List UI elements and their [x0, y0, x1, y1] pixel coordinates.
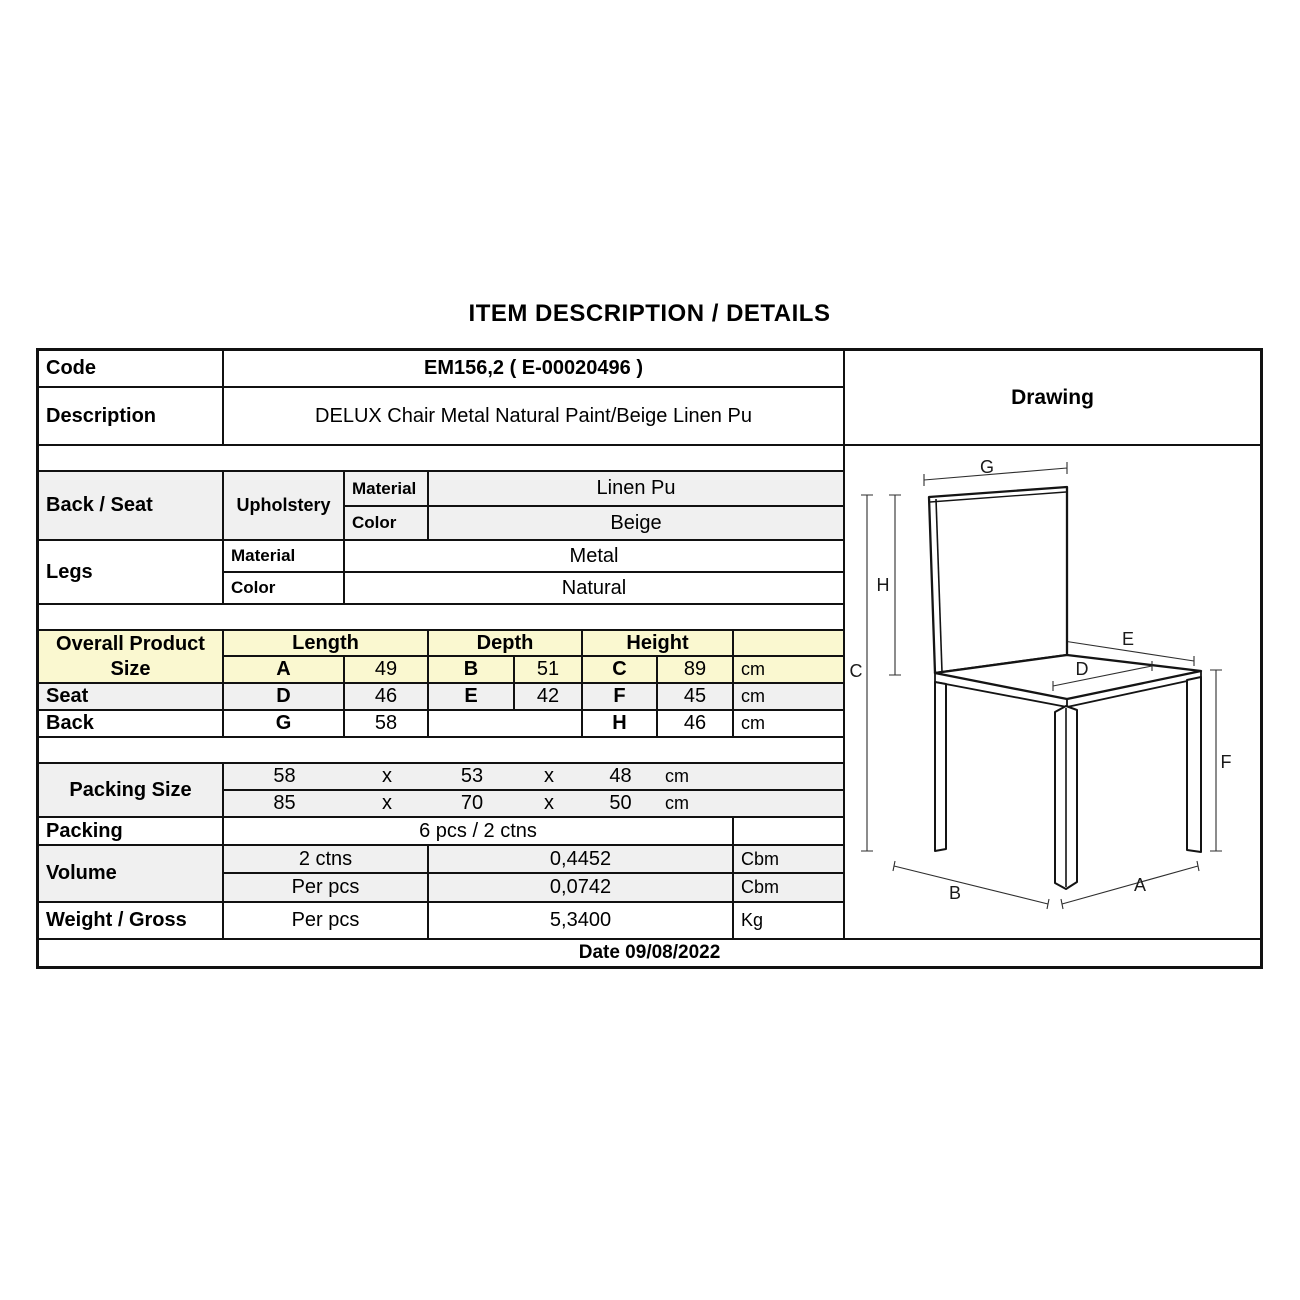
legs-material-label: Material: [224, 541, 345, 571]
weight-label: Weight / Gross: [39, 903, 224, 938]
spec-sheet: [36, 348, 1263, 969]
volume2-qty: Per pcs: [224, 874, 429, 901]
row-volume: [39, 846, 843, 903]
volume-row-2: [224, 874, 843, 901]
size-overall-row: [224, 657, 843, 682]
volume2-unit: Cbm: [741, 877, 780, 897]
depth-header: Depth: [429, 631, 583, 655]
description-value: DELUX Chair Metal Natural Paint/Beige Linen Pu: [315, 404, 752, 427]
material-label: Material: [345, 472, 429, 505]
volume1-qty: 2 ctns: [224, 846, 429, 872]
packing-size-label: Packing Size: [39, 764, 224, 816]
back-seat-subtable: [345, 472, 843, 539]
chair-back-panel: [929, 487, 1067, 673]
volume-label: Volume: [39, 846, 224, 901]
legs-label: Legs: [39, 541, 224, 603]
row-back-size: [39, 711, 843, 738]
overall-height-key: C: [583, 657, 658, 682]
row-seat-size: [39, 684, 843, 711]
volume2-value: 0,0742: [429, 874, 734, 901]
size-header-line1: Overall Product: [56, 632, 205, 655]
size-header-cols: [224, 631, 843, 682]
pack1-v3: 48: [609, 765, 632, 787]
packing-size-row-2: [224, 791, 843, 816]
packing-blank: [734, 818, 843, 844]
row-code: [39, 351, 843, 388]
sheet-body: [39, 351, 1260, 940]
seat-height-val: 45: [658, 684, 734, 709]
dim-label-h: H: [876, 575, 890, 595]
size-header-label: [39, 631, 224, 682]
row-size-header: [39, 631, 843, 684]
packing-value: 6 pcs / 2 ctns: [224, 818, 734, 844]
chair-leg-back-left: [935, 682, 946, 851]
page-title: ITEM DESCRIPTION / DETAILS: [468, 300, 831, 327]
dim-label-e: E: [1121, 629, 1135, 649]
pack1-v2: 53: [460, 765, 484, 787]
overall-depth-val: 51: [515, 657, 583, 682]
legs-color-row: [224, 573, 843, 603]
upholstery-label: Upholstery: [224, 472, 345, 539]
weight-qty: Per pcs: [224, 903, 429, 938]
row-packing-size: [39, 764, 843, 818]
seat-size-label: Seat: [39, 684, 224, 709]
row-description: [39, 388, 843, 446]
spec-table: [39, 351, 845, 938]
legs-material-row: [224, 541, 843, 573]
color-label: Color: [345, 507, 429, 539]
back-height-key: H: [583, 711, 658, 736]
size-header-blank: [734, 631, 843, 655]
spacer-row: [39, 446, 843, 472]
dim-label-b: B: [948, 883, 962, 903]
date-row: [39, 940, 1260, 966]
back-seat-label: Back / Seat: [39, 472, 224, 539]
row-legs: [39, 541, 843, 605]
row-weight: [39, 903, 843, 938]
back-height-val: 46: [658, 711, 734, 736]
pack2-v3: 50: [609, 792, 632, 814]
pack2-v2: 70: [460, 792, 484, 814]
volume1-value: 0,4452: [429, 846, 734, 872]
size-header-line2: Size: [110, 657, 151, 680]
pack2-x1: x: [382, 792, 392, 814]
seat-length-val: 46: [345, 684, 429, 709]
length-header: Length: [224, 631, 429, 655]
volume-values: [224, 846, 843, 901]
back-unit: cm: [741, 713, 765, 733]
chair-outline: [929, 487, 1201, 889]
color-value: Beige: [610, 511, 662, 534]
chair-drawing: [845, 446, 1260, 936]
seat-depth-key: E: [429, 684, 515, 709]
seat-height-key: F: [583, 684, 658, 709]
dim-label-f: F: [1220, 752, 1232, 772]
height-header: Height: [583, 631, 734, 655]
description-label: Description: [39, 388, 224, 444]
seat-unit: cm: [741, 686, 765, 706]
back-length-val: 58: [345, 711, 429, 736]
overall-unit: cm: [741, 659, 765, 679]
seat-depth-val: 42: [515, 684, 583, 709]
legs-material-value: Metal: [569, 544, 619, 567]
material-value: Linen Pu: [596, 477, 676, 499]
back-seat-color-row: [345, 507, 843, 539]
pack2-x2: x: [544, 792, 554, 814]
volume-row-1: [224, 846, 843, 874]
overall-depth-key: B: [429, 657, 515, 682]
back-seat-material-row: [345, 472, 843, 507]
drawing-panel: [845, 351, 1260, 938]
spacer-row: [39, 738, 843, 764]
overall-height-val: 89: [658, 657, 734, 682]
packing-size-row-1: [224, 764, 843, 791]
pack1-x2: x: [544, 765, 554, 787]
dim-label-d: D: [1075, 659, 1089, 679]
dim-label-c: C: [849, 661, 863, 681]
pack1-v1: 58: [273, 765, 296, 787]
row-back-seat: [39, 472, 843, 541]
spacer-row: [39, 605, 843, 631]
legs-color-label: Color: [224, 573, 345, 603]
pack2-unit: cm: [665, 793, 689, 813]
packing-size-values: [224, 764, 843, 816]
chair-leg-right: [1187, 677, 1201, 852]
drawing-title: Drawing: [845, 351, 1260, 446]
legs-subtable: [224, 541, 843, 603]
back-size-label: Back: [39, 711, 224, 736]
pack2-v1: 85: [273, 792, 296, 814]
pack1-unit: cm: [665, 766, 689, 786]
back-depth-blank: [429, 711, 583, 736]
weight-value: 5,3400: [429, 903, 734, 938]
dim-label-a: A: [1133, 875, 1147, 895]
overall-length-val: 49: [345, 657, 429, 682]
packing-label: Packing: [39, 818, 224, 844]
legs-color-value: Natural: [561, 576, 627, 599]
size-dim-headers: [224, 631, 843, 657]
pack1-x1: x: [382, 765, 392, 787]
volume1-unit: Cbm: [741, 848, 780, 869]
seat-length-key: D: [224, 684, 345, 709]
date-value: Date 09/08/2022: [578, 942, 721, 963]
back-length-key: G: [224, 711, 345, 736]
row-packing: [39, 818, 843, 846]
weight-unit: Kg: [741, 910, 764, 930]
code-value: EM156,2 ( E-00020496 ): [423, 357, 644, 379]
code-label: Code: [39, 351, 224, 386]
dim-label-g: G: [979, 457, 995, 477]
overall-length-key: A: [224, 657, 345, 682]
